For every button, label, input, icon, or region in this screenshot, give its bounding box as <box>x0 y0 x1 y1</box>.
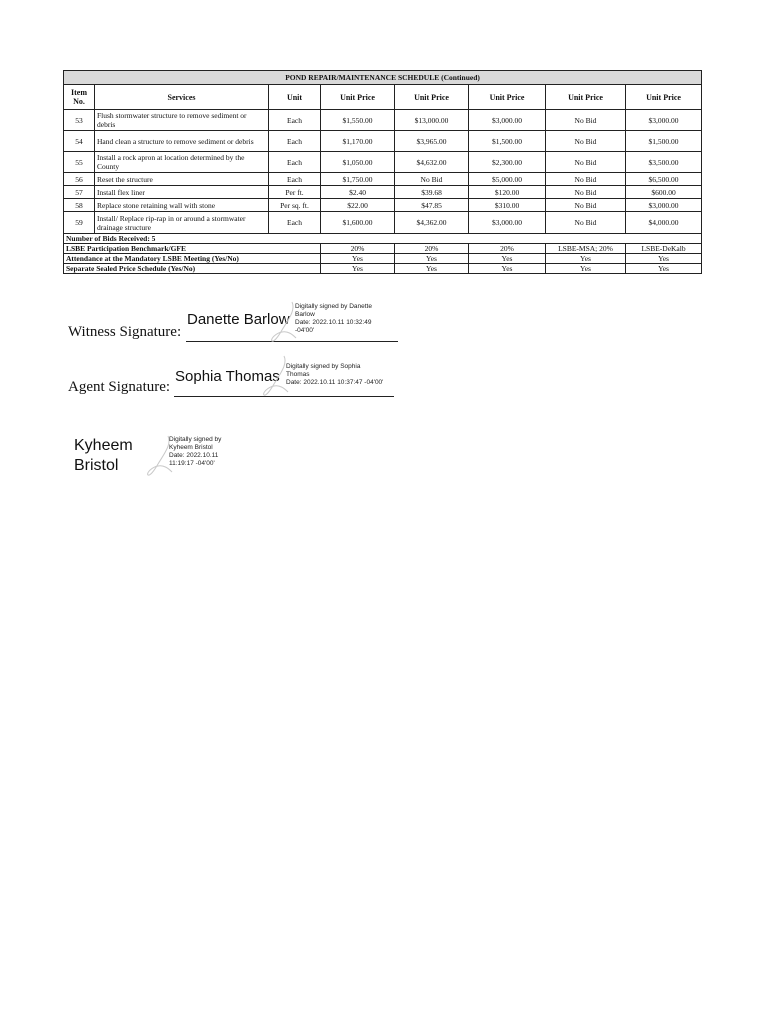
unit-price-1: $1,050.00 <box>321 152 395 173</box>
item-number: 55 <box>64 152 95 173</box>
note-line: Digitally signed by Danette <box>295 303 372 310</box>
unit-price-5: $1,500.00 <box>626 131 702 152</box>
table-row <box>64 131 702 152</box>
header-unit-price-5: Unit Price <box>626 85 702 110</box>
service-description: Install/ Replace rip-rap in or around a stormwater drainage structure <box>95 212 269 234</box>
unit: Per sq. ft. <box>269 199 321 212</box>
header-unit-price-1: Unit Price <box>321 85 395 110</box>
header-item-no: Item No. <box>64 85 95 110</box>
note-line: 11:19:17 -04'00' <box>169 460 215 467</box>
witness-signature-label: Witness Signature: <box>68 324 182 340</box>
header-services: Services <box>95 85 269 110</box>
summary-value: Yes <box>321 254 395 264</box>
note-line: -04'00' <box>295 327 315 334</box>
summary-row <box>64 244 702 254</box>
column-header-row <box>64 85 702 110</box>
item-number: 57 <box>64 186 95 199</box>
summary-value: LSBE-MSA; 20% <box>546 244 626 254</box>
note-line: Kyheem Bristol <box>169 444 213 451</box>
summary-label: LSBE Participation Benchmark/GFE <box>64 244 321 254</box>
table-row <box>64 212 702 234</box>
unit-price-4: No Bid <box>546 173 626 186</box>
schedule-title-row <box>64 71 702 85</box>
summary-value: LSBE-DeKalb <box>626 244 702 254</box>
unit-price-1: $1,170.00 <box>321 131 395 152</box>
unit-price-3: $3,000.00 <box>469 110 546 131</box>
unit-price-3: $3,000.00 <box>469 212 546 234</box>
unit-price-2: $13,000.00 <box>395 110 469 131</box>
witness-signature-name: Danette Barlow <box>187 311 290 328</box>
agent-signature-label: Agent Signature: <box>68 379 171 395</box>
unit-price-5: $3,000.00 <box>626 110 702 131</box>
table-row <box>64 199 702 212</box>
unit-price-4: No Bid <box>546 186 626 199</box>
header-unit-price-4: Unit Price <box>546 85 626 110</box>
table-row <box>64 173 702 186</box>
unit: Each <box>269 212 321 234</box>
pond-repair-schedule-table <box>63 70 702 274</box>
summary-value: 20% <box>321 244 395 254</box>
unit-price-4: No Bid <box>546 131 626 152</box>
summary-value: Yes <box>626 254 702 264</box>
schedule-title: POND REPAIR/MAINTENANCE SCHEDULE (Continued) <box>64 71 702 85</box>
item-number: 56 <box>64 173 95 186</box>
item-number: 59 <box>64 212 95 234</box>
item-number: 58 <box>64 199 95 212</box>
unit-price-1: $1,600.00 <box>321 212 395 234</box>
note-line: Digitally signed by Sophia <box>286 363 361 370</box>
note-line: Date: 2022.10.11 10:32:49 <box>295 319 372 326</box>
unit-price-2: $47.85 <box>395 199 469 212</box>
unit-price-2: $3,965.00 <box>395 131 469 152</box>
summary-label: Attendance at the Mandatory LSBE Meeting (Yes/No) <box>64 254 321 264</box>
header-unit-price-2: Unit Price <box>395 85 469 110</box>
unit-price-2: $4,362.00 <box>395 212 469 234</box>
note-line: Date: 2022.10.11 10:37:47 -04'00' <box>286 379 384 386</box>
summary-value: Yes <box>546 254 626 264</box>
header-unit: Unit <box>269 85 321 110</box>
unit-price-3: $1,500.00 <box>469 131 546 152</box>
unit-price-5: $3,500.00 <box>626 152 702 173</box>
unit-price-3: $310.00 <box>469 199 546 212</box>
unit-price-5: $600.00 <box>626 186 702 199</box>
table-row <box>64 186 702 199</box>
unit-price-5: $4,000.00 <box>626 212 702 234</box>
unit-price-4: No Bid <box>546 152 626 173</box>
unit-price-3: $5,000.00 <box>469 173 546 186</box>
summary-value: Yes <box>321 264 395 274</box>
service-description: Reset the structure <box>95 173 269 186</box>
service-description: Flush stormwater structure to remove sediment or debris <box>95 110 269 131</box>
unit-price-3: $2,300.00 <box>469 152 546 173</box>
unit: Each <box>269 152 321 173</box>
unit-price-4: No Bid <box>546 110 626 131</box>
unit-price-1: $1,750.00 <box>321 173 395 186</box>
unit-price-4: No Bid <box>546 199 626 212</box>
summary-value: Yes <box>469 264 546 274</box>
unit: Per ft. <box>269 186 321 199</box>
summary-value: Yes <box>395 264 469 274</box>
third-digital-signature-note <box>169 436 249 468</box>
summary-value: 20% <box>469 244 546 254</box>
agent-digital-signature-note <box>286 363 406 387</box>
bids-received-row <box>64 234 702 244</box>
third-signature-name: Kyheem Bristol <box>74 437 133 474</box>
summary-row <box>64 264 702 274</box>
service-description: Install a rock apron at location determined by the County <box>95 152 269 173</box>
unit-price-2: $4,632.00 <box>395 152 469 173</box>
unit: Each <box>269 131 321 152</box>
note-line: Digitally signed by <box>169 436 222 443</box>
summary-value: Yes <box>469 254 546 264</box>
summary-value: 20% <box>395 244 469 254</box>
header-unit-price-3: Unit Price <box>469 85 546 110</box>
summary-value: Yes <box>626 264 702 274</box>
unit: Each <box>269 110 321 131</box>
unit-price-2: No Bid <box>395 173 469 186</box>
unit-price-1: $2.40 <box>321 186 395 199</box>
service-description: Replace stone retaining wall with stone <box>95 199 269 212</box>
summary-label: Separate Sealed Price Schedule (Yes/No) <box>64 264 321 274</box>
unit: Each <box>269 173 321 186</box>
note-line: Date: 2022.10.11 <box>169 452 219 459</box>
summary-row <box>64 254 702 264</box>
unit-price-5: $6,500.00 <box>626 173 702 186</box>
unit-price-3: $120.00 <box>469 186 546 199</box>
summary-value: Yes <box>546 264 626 274</box>
table-row <box>64 110 702 131</box>
summary-value: Yes <box>395 254 469 264</box>
service-description: Hand clean a structure to remove sediment or debris <box>95 131 269 152</box>
agent-signature-name: Sophia Thomas <box>175 368 280 385</box>
item-number: 53 <box>64 110 95 131</box>
note-line: Barlow <box>295 311 315 318</box>
unit-price-2: $39.68 <box>395 186 469 199</box>
unit-price-1: $1,550.00 <box>321 110 395 131</box>
unit-price-5: $3,000.00 <box>626 199 702 212</box>
unit-price-1: $22.00 <box>321 199 395 212</box>
note-line: Thomas <box>286 371 310 378</box>
bids-received: Number of Bids Received: 5 <box>64 234 702 244</box>
item-number: 54 <box>64 131 95 152</box>
table-row <box>64 152 702 173</box>
witness-digital-signature-note <box>295 303 385 335</box>
service-description: Install flex liner <box>95 186 269 199</box>
unit-price-4: No Bid <box>546 212 626 234</box>
